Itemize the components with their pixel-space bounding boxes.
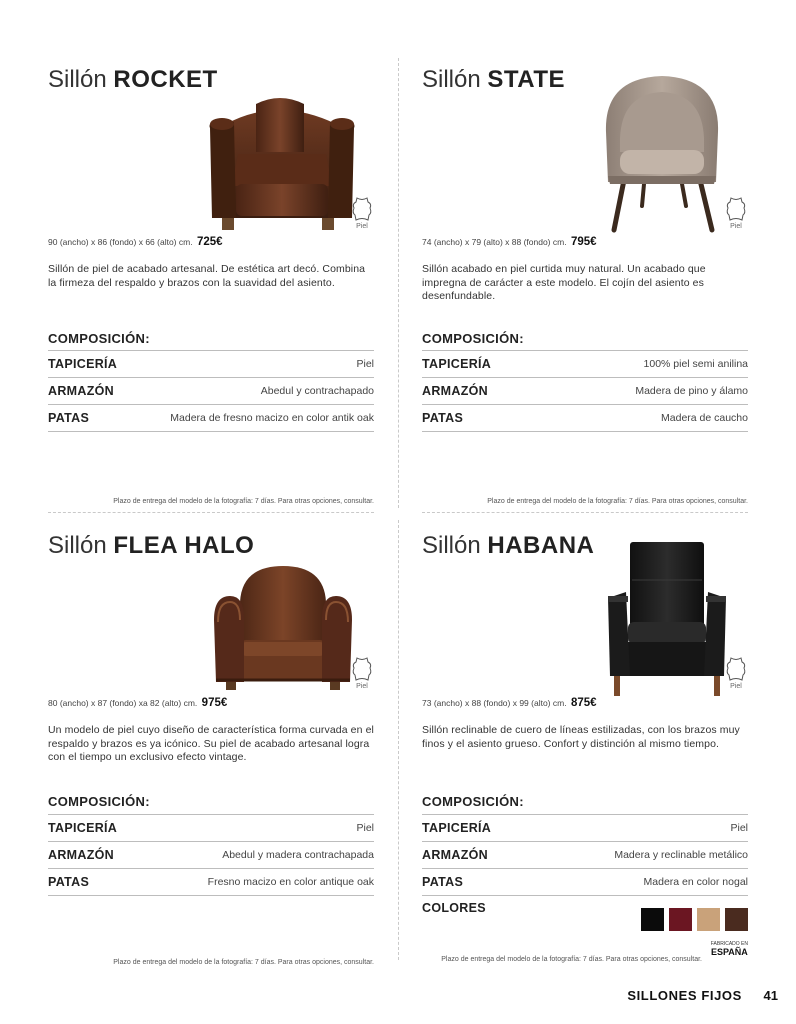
leather-label: Piel: [730, 683, 742, 690]
vertical-divider-bottom: [398, 520, 399, 960]
dimensions: 90 (ancho) x 86 (fondo) x 66 (alto) cm.: [48, 237, 193, 247]
composition-heading: COMPOSICIÓN:: [48, 794, 150, 809]
dimensions-price: [48, 697, 227, 709]
row-value: Madera y reclinable metálico: [614, 849, 748, 861]
delivery-note: Plazo de entrega del modelo de la fotografía: 7 días. Para otras opciones, consultar.: [113, 498, 374, 505]
product-title: [48, 66, 218, 94]
product-card-rocket: [48, 66, 374, 521]
section-title: SILLONES FIJOS: [627, 988, 742, 1003]
composition-row-patas: [422, 405, 748, 432]
row-value: Abedul y madera contrachapada: [222, 849, 374, 861]
row-key: TAPICERÍA: [48, 357, 118, 371]
page-footer: [627, 988, 778, 1003]
dimensions-price: [422, 697, 597, 709]
composition-table: [422, 350, 748, 432]
composition-row-armazon: [422, 842, 748, 869]
composition-heading: COMPOSICIÓN:: [422, 794, 524, 809]
price: 975€: [201, 697, 228, 709]
color-swatch-black[interactable]: [641, 908, 664, 931]
row-key: ARMAZÓN: [422, 848, 488, 862]
row-key: PATAS: [422, 875, 464, 889]
colors-label: COLORES: [422, 901, 486, 915]
color-swatch-brown[interactable]: [725, 908, 748, 931]
armchair-state-image: [600, 72, 724, 234]
vertical-divider-top: [398, 58, 399, 508]
dimensions: 74 (ancho) x 79 (alto) x 88 (fondo) cm.: [422, 237, 567, 247]
composition-row-armazon: [422, 378, 748, 405]
composition-heading: COMPOSICIÓN:: [422, 331, 524, 346]
product-description: Sillón de piel de acabado artesanal. De estética art decó. Combina la firmeza del respaldo y brazos con la suavidad del asiento.: [48, 263, 366, 289]
leather-icon-block: [724, 656, 748, 690]
composition-row-patas: [422, 869, 748, 896]
title-prefix: Sillón: [48, 66, 107, 93]
dimensions: 80 (ancho) x 87 (fondo) xa 82 (alto) cm.: [48, 698, 198, 708]
leather-label: Piel: [356, 223, 368, 230]
color-swatch-tan[interactable]: [697, 908, 720, 931]
composition-row-tapiceria: [48, 351, 374, 378]
armchair-flea-halo-image: [212, 562, 354, 692]
composition-table: [422, 814, 748, 896]
row-value: Piel: [356, 358, 374, 370]
price: 725€: [196, 236, 223, 248]
leather-icon-block: [350, 196, 374, 230]
made-in-label: FABRICADO EN: [710, 941, 748, 947]
leather-icon-block: [724, 196, 748, 230]
leather-hide-icon: [351, 656, 373, 682]
title-name: HABANA: [487, 532, 595, 559]
row-value: Piel: [730, 822, 748, 834]
row-key: ARMAZÓN: [48, 384, 114, 398]
color-swatch-burgundy[interactable]: [669, 908, 692, 931]
armchair-habana-image: [608, 540, 726, 698]
composition-row-tapiceria: [422, 351, 748, 378]
composition-row-patas: [48, 869, 374, 896]
dimensions-price: [422, 236, 597, 248]
dimensions-price: [48, 236, 223, 248]
leather-hide-icon: [725, 196, 747, 222]
leather-label: Piel: [730, 223, 742, 230]
page-number: 41: [763, 988, 778, 1003]
row-value: Madera de pino y álamo: [635, 385, 748, 397]
title-prefix: Sillón: [48, 532, 107, 559]
product-title: [422, 532, 594, 560]
product-card-flea-halo: [48, 532, 374, 987]
row-value: Madera de caucho: [661, 412, 748, 424]
product-title: [422, 66, 565, 94]
title-name: FLEA HALO: [113, 532, 255, 559]
product-card-state: [422, 66, 748, 521]
made-in-spain-badge: [711, 942, 748, 957]
product-description: Un modelo de piel cuyo diseño de característica forma curvada en el respaldo y brazos es ya icónico. Su piel de acabado artesanal logra con el tiempo un exclusivo efecto vintage.: [48, 724, 374, 763]
dimensions: 73 (ancho) x 88 (fondo) x 99 (alto) cm.: [422, 698, 567, 708]
title-prefix: Sillón: [422, 66, 481, 93]
delivery-note: Plazo de entrega del modelo de la fotografía: 7 días. Para otras opciones, consultar.: [487, 498, 748, 505]
price: 875€: [570, 697, 597, 709]
row-value: Madera en color nogal: [643, 876, 748, 888]
made-in-country: ESPAÑA: [710, 947, 748, 957]
title-name: STATE: [487, 66, 565, 93]
color-swatches: [641, 908, 748, 931]
row-value: Fresno macizo en color antique oak: [207, 876, 374, 888]
row-key: ARMAZÓN: [48, 848, 114, 862]
leather-hide-icon: [725, 656, 747, 682]
title-name: ROCKET: [113, 66, 218, 93]
leather-label: Piel: [356, 683, 368, 690]
row-value: 100% piel semi anilina: [643, 358, 748, 370]
product-card-habana: [422, 532, 748, 987]
composition-row-armazon: [48, 378, 374, 405]
title-prefix: Sillón: [422, 532, 481, 559]
composition-heading: COMPOSICIÓN:: [48, 331, 150, 346]
composition-row-tapiceria: [422, 815, 748, 842]
armchair-rocket-image: [208, 94, 356, 232]
product-title: [48, 532, 254, 560]
row-key: TAPICERÍA: [422, 821, 492, 835]
leather-hide-icon: [351, 196, 373, 222]
row-value: Abedul y contrachapado: [260, 385, 374, 397]
composition-row-patas: [48, 405, 374, 432]
row-value: Madera de fresno macizo en color antik oak: [170, 412, 374, 424]
row-key: PATAS: [48, 875, 90, 889]
leather-icon-block: [350, 656, 374, 690]
row-value: Piel: [356, 822, 374, 834]
delivery-note: Plazo de entrega del modelo de la fotografía: 7 días. Para otras opciones, consultar.: [113, 959, 374, 966]
row-key: TAPICERÍA: [422, 357, 492, 371]
product-description: Sillón acabado en piel curtida muy natural. Un acabado que impregna de carácter a este modelo. El cojín del asiento es desenfundable.: [422, 263, 706, 302]
row-key: TAPICERÍA: [48, 821, 118, 835]
row-key: ARMAZÓN: [422, 384, 488, 398]
composition-row-tapiceria: [48, 815, 374, 842]
colors-row: [422, 895, 748, 921]
delivery-note: Plazo de entrega del modelo de la fotografía: 7 días. Para otras opciones, consultar.: [441, 956, 702, 963]
row-key: PATAS: [48, 411, 90, 425]
row-key: PATAS: [422, 411, 464, 425]
product-description: Sillón reclinable de cuero de líneas estilizadas, con los brazos muy finos y el asiento grueso. Confort y distinción al mismo tiempo.: [422, 724, 740, 750]
composition-table: [48, 350, 374, 432]
composition-row-armazon: [48, 842, 374, 869]
price: 795€: [570, 236, 597, 248]
composition-table: [48, 814, 374, 896]
